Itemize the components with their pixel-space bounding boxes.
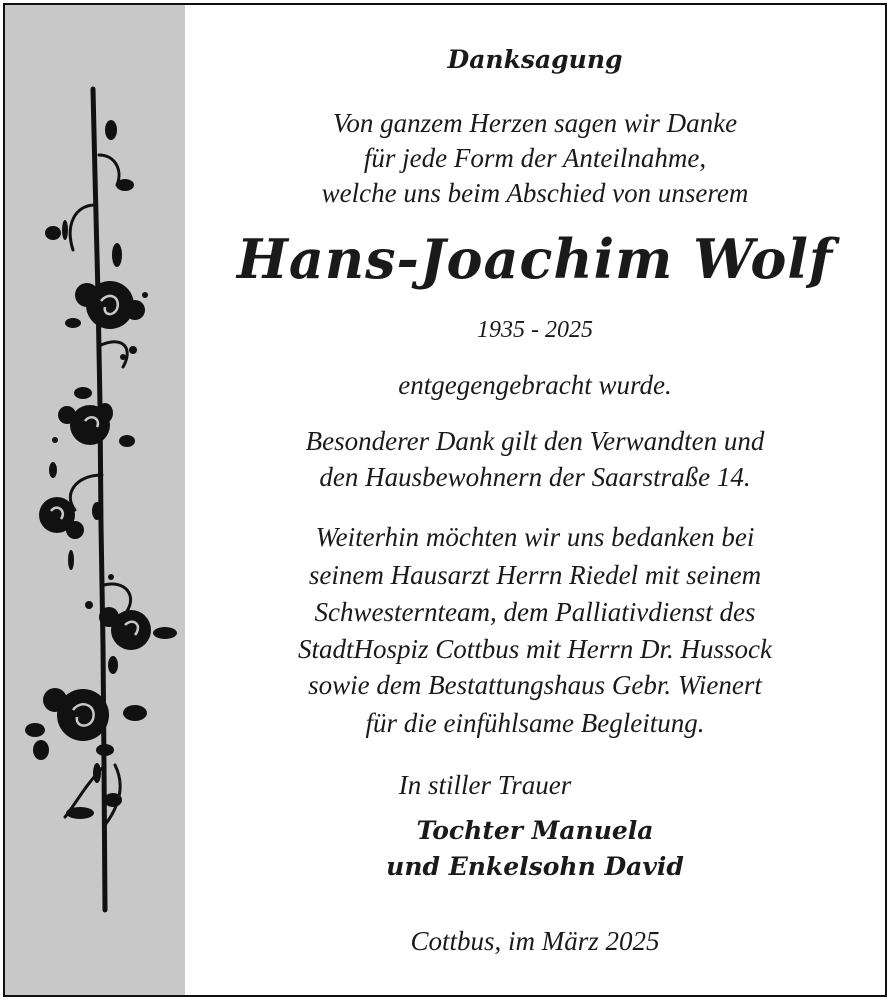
received-line: entgegengebracht wurde. [398, 370, 672, 400]
signer-line: Tochter Manuela [416, 816, 654, 845]
side-panel [5, 5, 185, 995]
obituary-card [3, 3, 887, 997]
notice-heading: Danksagung [447, 45, 623, 74]
intro-line: welche uns beim Abschied von unserem [321, 178, 749, 208]
further-thanks-line: Schwesternteam, dem Palliativdienst des [314, 597, 756, 627]
special-thanks-line: Besonderer Dank gilt den Verwandten und [305, 426, 765, 456]
intro-line: für jede Form der Anteilnahme, [363, 143, 707, 173]
further-thanks-line: seinem Hausarzt Herrn Riedel mit seinem [308, 560, 762, 590]
further-thanks-line: Weiterhin möchten wir uns bedanken bei [315, 522, 755, 552]
place-date: Cottbus, im März 2025 [410, 926, 660, 956]
further-thanks-line: für die einfühlsame Begleitung. [365, 708, 705, 738]
special-thanks-line: den Hausbewohnern der Saarstraße 14. [319, 462, 751, 492]
signer-line: und Enkelsohn David [386, 852, 684, 881]
rose-vine-illustration [5, 5, 185, 995]
deceased-name: Hans-Joachim Wolf [236, 227, 834, 291]
notice-content [185, 5, 885, 995]
intro-line: Von ganzem Herzen sagen wir Danke [332, 108, 738, 138]
mourning-phrase: In stiller Trauer [398, 770, 572, 800]
further-thanks-line: StadtHospiz Cottbus mit Herrn Dr. Hussock [297, 634, 773, 664]
further-thanks-line: sowie dem Bestattungshaus Gebr. Wienert [308, 670, 762, 700]
life-years: 1935 - 2025 [477, 317, 593, 343]
